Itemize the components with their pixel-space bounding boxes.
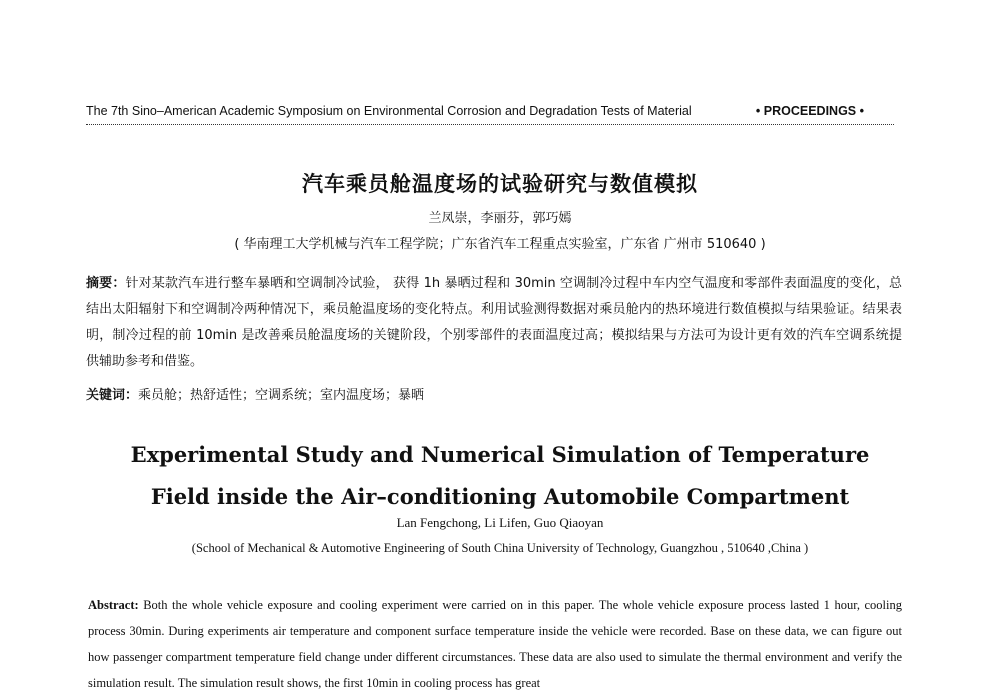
english-abstract-label: Abstract:	[88, 598, 139, 612]
english-abstract-text: Both the whole vehicle exposure and cooling experiment were carried on in this paper. The whole vehicle exposure process lasted 1 hour, cooling process 30min. During experiments air temperature and component surface temperature inside the vehicle were recorded. Base on these data, we can figure out how passenger compartment temperature field change under different circumstances. These data are also used to simulate the thermal environment and verify the simulation result. The simulation result shows, the first 10min in cooling process has great	[88, 598, 902, 690]
english-abstract	[88, 592, 902, 696]
english-title-line-1: Experimental Study and Numerical Simulation of Temperature	[130, 442, 870, 467]
chinese-abstract-text: 针对某款汽车进行整车暴晒和空调制冷试验， 获得 1h 暴晒过程和 30min 空调制冷过程中车内空气温度和零部件表面温度的变化，总结出太阳辐射下和空调制冷两种情况下，乘员舱温度场的变化特点。利用试验测得数据对乘员舱内的热环境进行数值模拟与结果验证。结果表明，制冷过程的前 10min 是改善乘员舱温度场的关键阶段，个别零部件的表面温度过高；模拟结果与方法可为设计更有效的汽车空调系统提供辅助参考和借鉴。	[86, 276, 902, 369]
chinese-keywords-text: 乘员舱；热舒适性；空调系统；室内温度场；暴晒	[138, 388, 425, 403]
chinese-keywords	[86, 384, 902, 403]
chinese-affiliation: ( 华南理工大学机械与汽车工程学院；广东省汽车工程重点实验室，广东省 广州市 510640 )	[234, 237, 766, 252]
chinese-authors: 兰凤崇，李丽芬，郭巧嫣	[428, 211, 572, 226]
chinese-keywords-label: 关键词：	[86, 388, 139, 403]
running-header	[86, 104, 894, 118]
chinese-title: 汽车乘员舱温度场的试验研究与数值模拟	[302, 172, 698, 196]
chinese-abstract-label: 摘要：	[86, 276, 126, 291]
english-title	[0, 434, 1000, 518]
english-authors: Lan Fengchong, Li Lifen, Guo Qiaoyan	[396, 515, 604, 530]
english-title-line-2: Field inside the Air–conditioning Automobile Compartment	[150, 484, 850, 509]
chinese-abstract	[86, 271, 902, 375]
english-affiliation: (School of Mechanical & Automotive Engineering of South China University of Technology, Guangzhou , 510640 ,China )	[191, 541, 809, 555]
header-divider	[86, 124, 894, 125]
running-header-title: The 7th Sino–American Academic Symposium on Environmental Corrosion and Degradation Tests of Material	[86, 104, 692, 118]
running-header-proceedings: • PROCEEDINGS •	[755, 104, 864, 118]
